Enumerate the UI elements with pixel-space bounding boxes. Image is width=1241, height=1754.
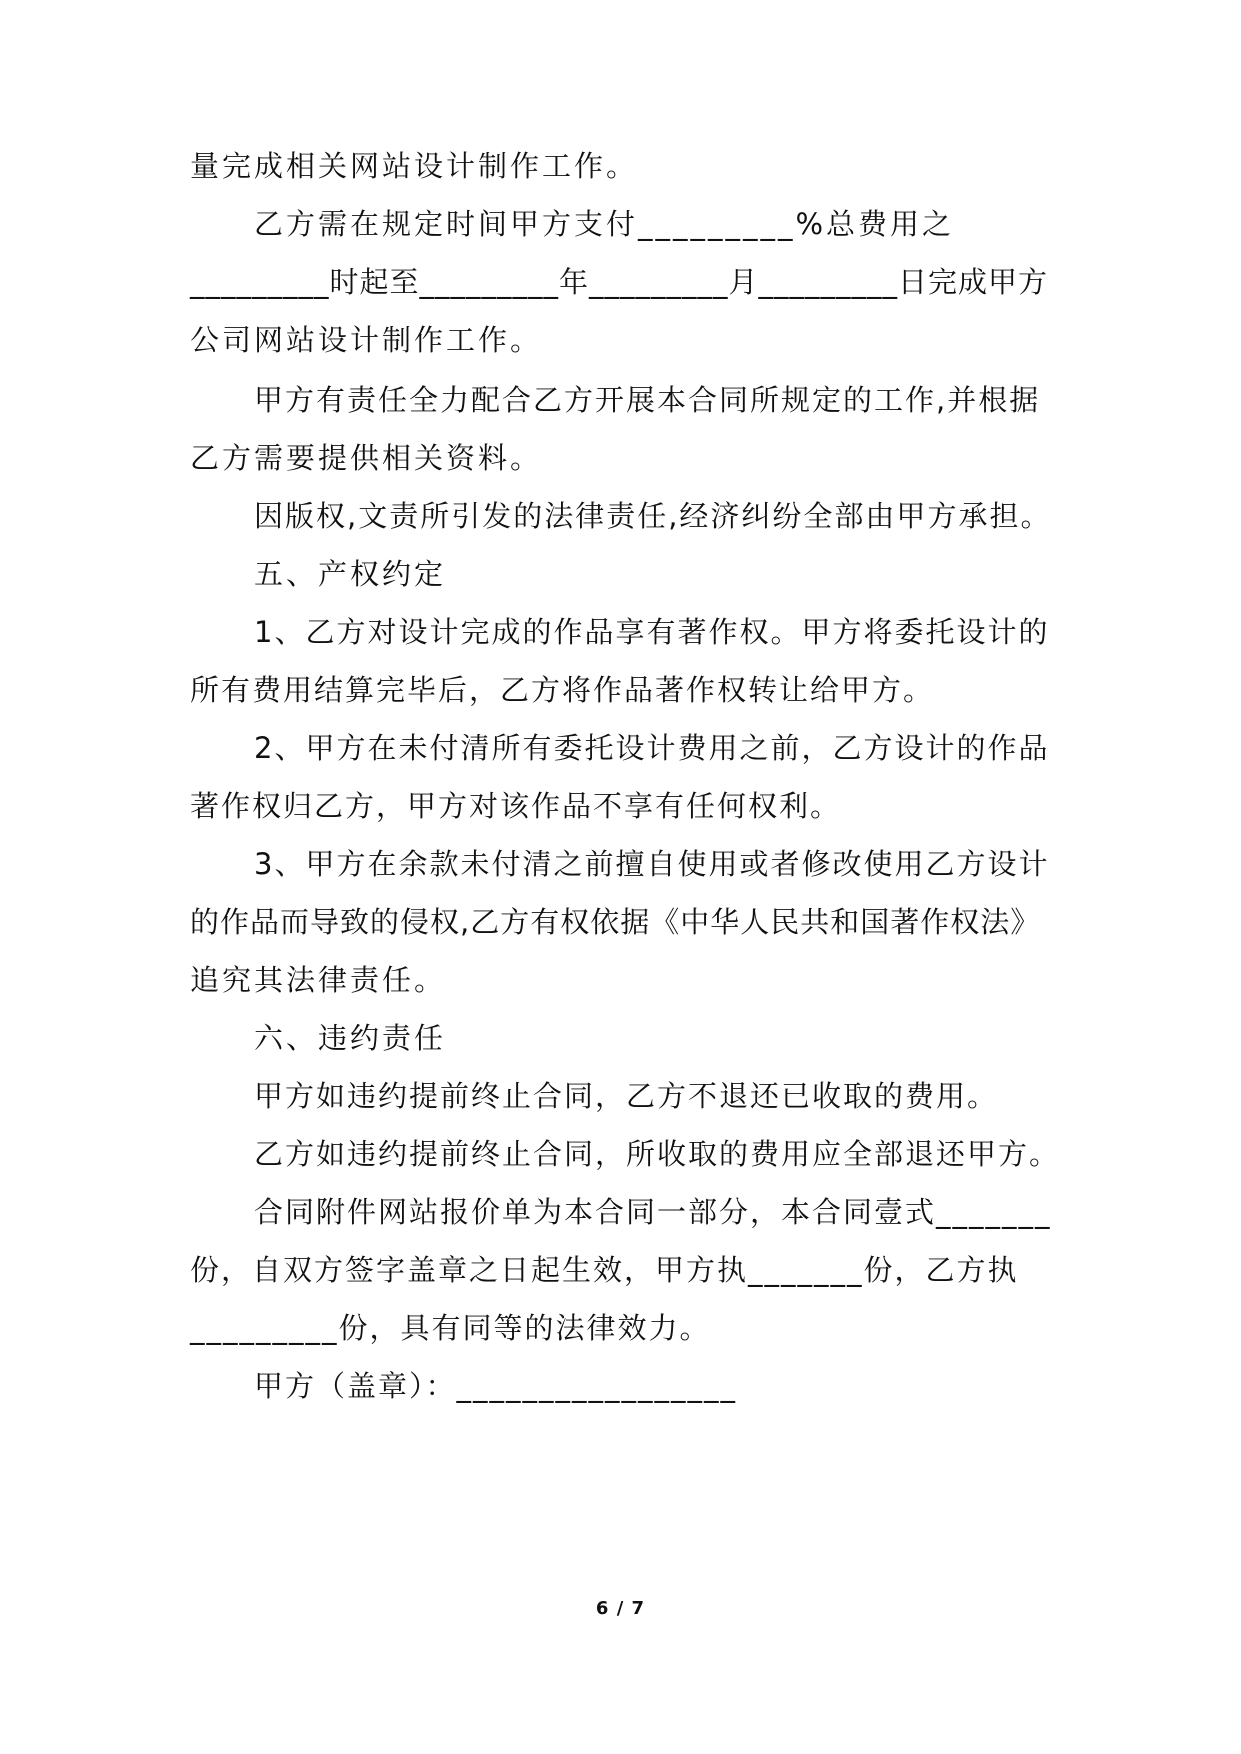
signature-line-party-a: 甲方（盖章）：_________________ (254, 1369, 738, 1403)
paragraph-line-10: 所有费用结算完毕后，乙方将作品著作权转让给甲方。 (190, 673, 935, 707)
paragraph-line-21: _________份，具有同等的法律效力。 (190, 1311, 711, 1345)
paragraph-line-1: 量完成相关网站设计制作工作。 (190, 149, 639, 183)
paragraph-line-14: 的作品而导致的侵权,乙方有权依据《中华人民共和国著作权法》 (190, 905, 1041, 939)
paragraph-line-18: 乙方如违约提前终止合同，所收取的费用应全部退还甲方。 (254, 1137, 1061, 1171)
paragraph-line-11: 2、甲方在未付清所有委托设计费用之前，乙方设计的作品 (254, 731, 1050, 765)
paragraph-line-9: 1、乙方对设计完成的作品享有著作权。甲方将委托设计的 (254, 615, 1050, 649)
paragraph-line-4: 公司网站设计制作工作。 (190, 323, 543, 357)
section-heading-6: 六、违约责任 (254, 1021, 447, 1055)
paragraph-line-20: 份，自双方签字盖章之日起生效，甲方执_______份，乙方执 (190, 1253, 1019, 1287)
paragraph-line-15: 追究其法律责任。 (190, 963, 447, 997)
paragraph-line-19: 合同附件网站报价单为本合同一部分，本合同壹式_______ (254, 1195, 1052, 1229)
section-heading-5: 五、产权约定 (254, 557, 447, 591)
paragraph-line-12: 著作权归乙方，甲方对该作品不享有任何权利。 (190, 789, 842, 823)
paragraph-line-5: 甲方有责任全力配合乙方开展本合同所规定的工作,并根据 (254, 383, 1041, 417)
paragraph-line-13: 3、甲方在余款未付清之前擅自使用或者修改使用乙方设计 (254, 847, 1050, 881)
paragraph-line-6: 乙方需要提供相关资料。 (190, 441, 543, 475)
paragraph-line-7: 因版权,文责所引发的法律责任,经济纠纷全部由甲方承担。 (254, 499, 1052, 533)
paragraph-line-2: 乙方需在规定时间甲方支付_________%总费用之 (254, 207, 955, 241)
page-number: 6 / 7 (595, 1598, 646, 1619)
paragraph-line-3: _________时起至_________年_________月_________日完成甲方 (190, 265, 1049, 299)
paragraph-line-17: 甲方如违约提前终止合同，乙方不退还已收取的费用。 (254, 1079, 999, 1113)
